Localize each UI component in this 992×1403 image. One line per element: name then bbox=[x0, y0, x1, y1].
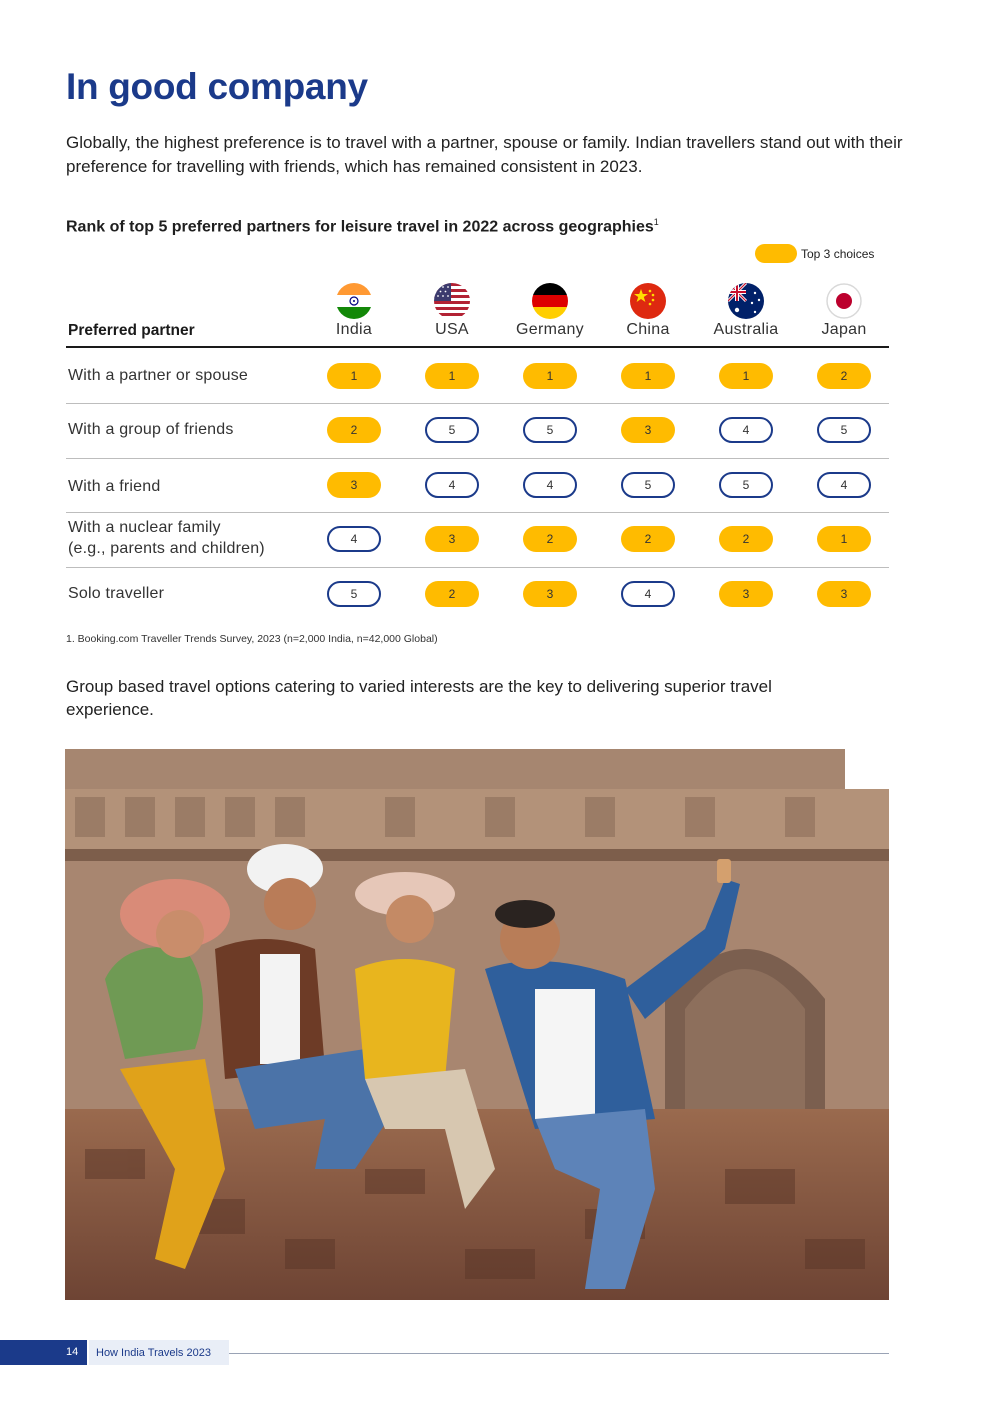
legend-swatch bbox=[755, 244, 797, 263]
row-label: With a partner or spouse bbox=[68, 367, 248, 384]
row-divider bbox=[66, 403, 889, 404]
column-china bbox=[599, 283, 697, 339]
row-label: Solo traveller bbox=[68, 585, 165, 602]
rank-pill: 3 bbox=[719, 581, 773, 607]
row-label: With a friend bbox=[68, 478, 161, 495]
country-label: China bbox=[626, 321, 670, 338]
country-label: India bbox=[335, 321, 373, 338]
page-title: In good company bbox=[66, 66, 368, 107]
rank-pill: 2 bbox=[817, 363, 871, 389]
rank-pill: 3 bbox=[523, 581, 577, 607]
chart-title-text: Rank of top 5 preferred partners for leisure travel in 2022 across geographies bbox=[66, 218, 654, 236]
rank-pill: 4 bbox=[719, 417, 773, 443]
footnote-marker: 1 bbox=[653, 217, 659, 227]
body-paragraph: Group based travel options catering to varied interests are the key to delivering superior travel experience. bbox=[66, 677, 772, 719]
header-divider bbox=[66, 346, 889, 348]
travellers-photo bbox=[65, 749, 889, 1300]
rank-pill: 1 bbox=[425, 363, 479, 389]
rank-pill: 2 bbox=[327, 417, 381, 443]
column-germany bbox=[501, 283, 599, 339]
rank-pill: 5 bbox=[425, 417, 479, 443]
legend bbox=[755, 244, 874, 263]
preferred-partner-header: Preferred partner bbox=[68, 322, 195, 339]
row-divider bbox=[66, 512, 889, 513]
rank-pill: 2 bbox=[425, 581, 479, 607]
rank-pill: 5 bbox=[523, 417, 577, 443]
australia-flag-icon bbox=[728, 283, 764, 319]
row-label: With a group of friends bbox=[68, 421, 234, 438]
rank-pill: 1 bbox=[523, 363, 577, 389]
rank-pill: 1 bbox=[817, 526, 871, 552]
row-divider bbox=[66, 567, 889, 568]
footnote: 1. Booking.com Traveller Trends Survey, 2023 (n=2,000 India, n=42,000 Global) bbox=[66, 633, 438, 645]
japan-flag-icon bbox=[826, 283, 862, 319]
rank-pill: 1 bbox=[719, 363, 773, 389]
germany-flag-icon bbox=[532, 283, 568, 319]
rank-pill: 2 bbox=[719, 526, 773, 552]
country-label: Australia bbox=[713, 321, 779, 338]
footer-publication-title: How India Travels 2023 bbox=[89, 1340, 229, 1365]
chart-title bbox=[66, 217, 659, 236]
intro-paragraph: Globally, the highest preference is to travel with a partner, spouse or family. Indian travellers stand out with their preference for travelling with friends, which has remained consistent in 2023. bbox=[66, 133, 903, 176]
china-flag-icon bbox=[630, 283, 666, 319]
group-selfie-image bbox=[65, 749, 889, 1300]
rank-pill: 4 bbox=[327, 526, 381, 552]
country-label: USA bbox=[435, 321, 469, 338]
rank-pill: 5 bbox=[719, 472, 773, 498]
rank-pill: 3 bbox=[425, 526, 479, 552]
rank-pill: 4 bbox=[523, 472, 577, 498]
rank-pill: 4 bbox=[621, 581, 675, 607]
footer-rule bbox=[229, 1353, 889, 1354]
row-divider bbox=[66, 458, 889, 459]
rank-pill: 5 bbox=[621, 472, 675, 498]
rank-pill: 3 bbox=[621, 417, 675, 443]
rank-pill: 1 bbox=[621, 363, 675, 389]
rank-pill: 4 bbox=[817, 472, 871, 498]
page-number: 14 bbox=[66, 1346, 79, 1358]
column-usa bbox=[403, 283, 501, 339]
legend-label: Top 3 choices bbox=[801, 246, 875, 261]
rank-pill: 3 bbox=[817, 581, 871, 607]
row-label bbox=[68, 517, 265, 559]
rank-pill: 2 bbox=[523, 526, 577, 552]
column-australia bbox=[697, 283, 795, 339]
column-japan bbox=[795, 283, 893, 339]
rank-pill: 3 bbox=[327, 472, 381, 498]
rank-pill: 2 bbox=[621, 526, 675, 552]
rank-pill: 5 bbox=[327, 581, 381, 607]
usa-flag-icon bbox=[434, 283, 470, 319]
country-label: Germany bbox=[516, 321, 584, 338]
rank-pill: 1 bbox=[327, 363, 381, 389]
rank-pill: 4 bbox=[425, 472, 479, 498]
rank-pill: 5 bbox=[817, 417, 871, 443]
country-label: Japan bbox=[821, 321, 867, 338]
row-label-line1: With a nuclear family bbox=[68, 519, 221, 536]
column-india bbox=[305, 283, 403, 339]
row-label-line2: (e.g., parents and children) bbox=[68, 540, 265, 557]
india-flag-icon bbox=[336, 283, 372, 319]
